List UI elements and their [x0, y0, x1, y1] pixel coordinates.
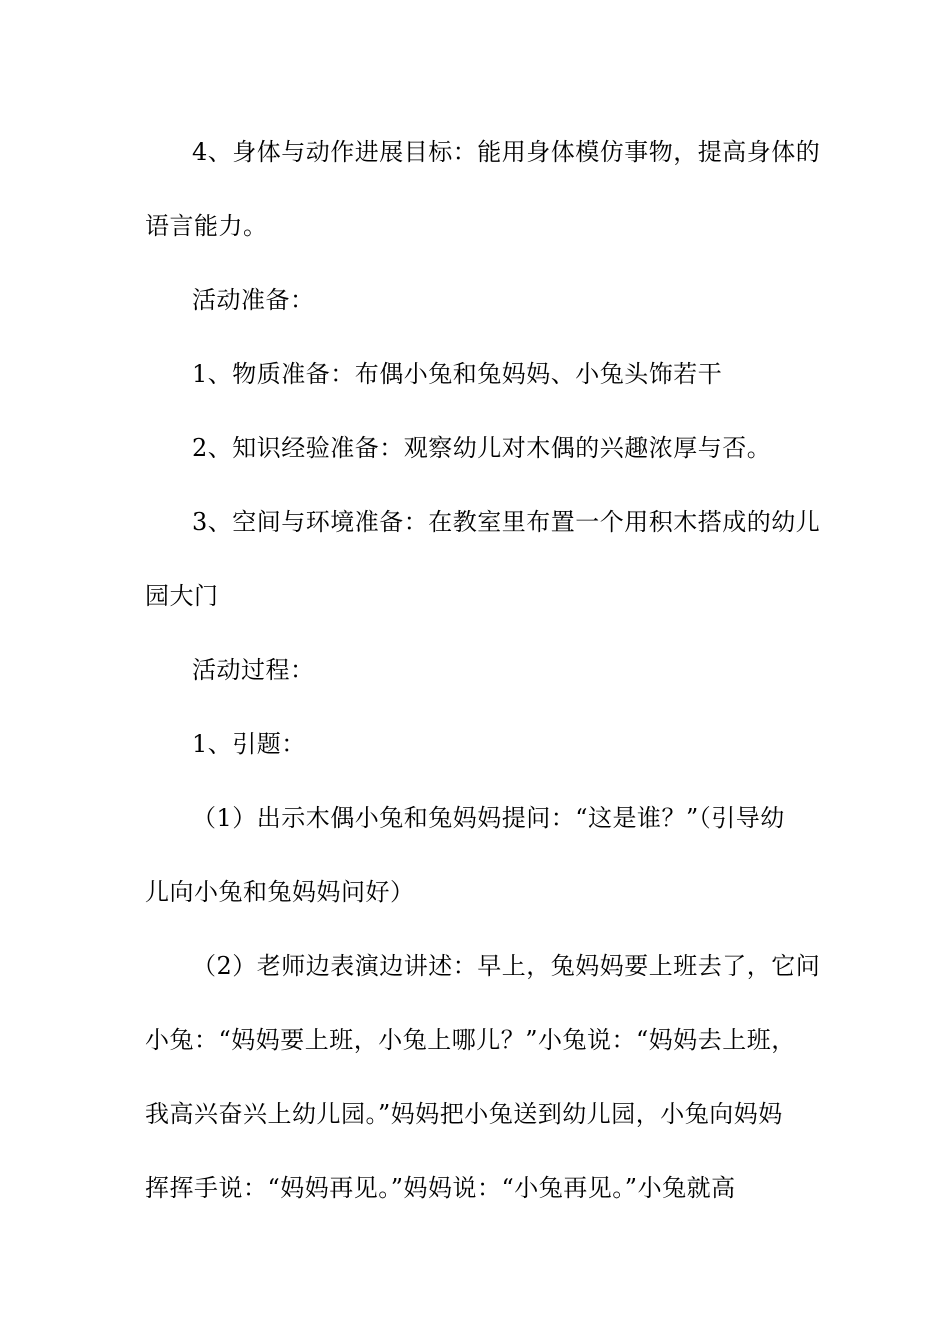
preparation-item-3-line-1: 3、空间与环境准备：在教室里布置一个用积木搭成的幼儿	[192, 508, 821, 536]
preparation-item-2: 2、知识经验准备：观察幼儿对木偶的兴趣浓厚与否。	[192, 434, 772, 462]
section-heading-preparation: 活动准备：	[192, 286, 315, 314]
preparation-item-3-line-2: 园大门	[145, 582, 219, 610]
preparation-item-1: 1、物质准备：布偶小兔和兔妈妈、小兔头饰若干	[192, 360, 723, 388]
paragraph-goal-line-2: 语言能力。	[145, 212, 268, 240]
process-step-1-sub-2-line-4: 挥挥手说：“妈妈再见。”妈妈说：“小兔再见。”小兔就高	[145, 1174, 736, 1202]
process-step-1-sub-1-line-1: （1）出示木偶小兔和兔妈妈提问：“这是谁？”（引导幼	[192, 804, 785, 832]
process-step-1-sub-2-line-1: （2）老师边表演边讲述：早上，兔妈妈要上班去了，它问	[192, 952, 821, 980]
section-heading-process: 活动过程：	[192, 656, 315, 684]
process-step-1-sub-1-line-2: 儿向小兔和兔妈妈问好）	[145, 878, 415, 906]
process-step-1-sub-2-line-3: 我高兴奋兴上幼儿园。”妈妈把小兔送到幼儿园，小兔向妈妈	[145, 1100, 783, 1128]
process-step-1-sub-2-line-2: 小兔：“妈妈要上班，小兔上哪儿？”小兔说：“妈妈去上班，	[145, 1026, 796, 1054]
process-step-1-heading: 1、引题：	[192, 730, 306, 758]
paragraph-goal-line-1: 4、身体与动作进展目标：能用身体模仿事物，提高身体的	[192, 138, 821, 166]
